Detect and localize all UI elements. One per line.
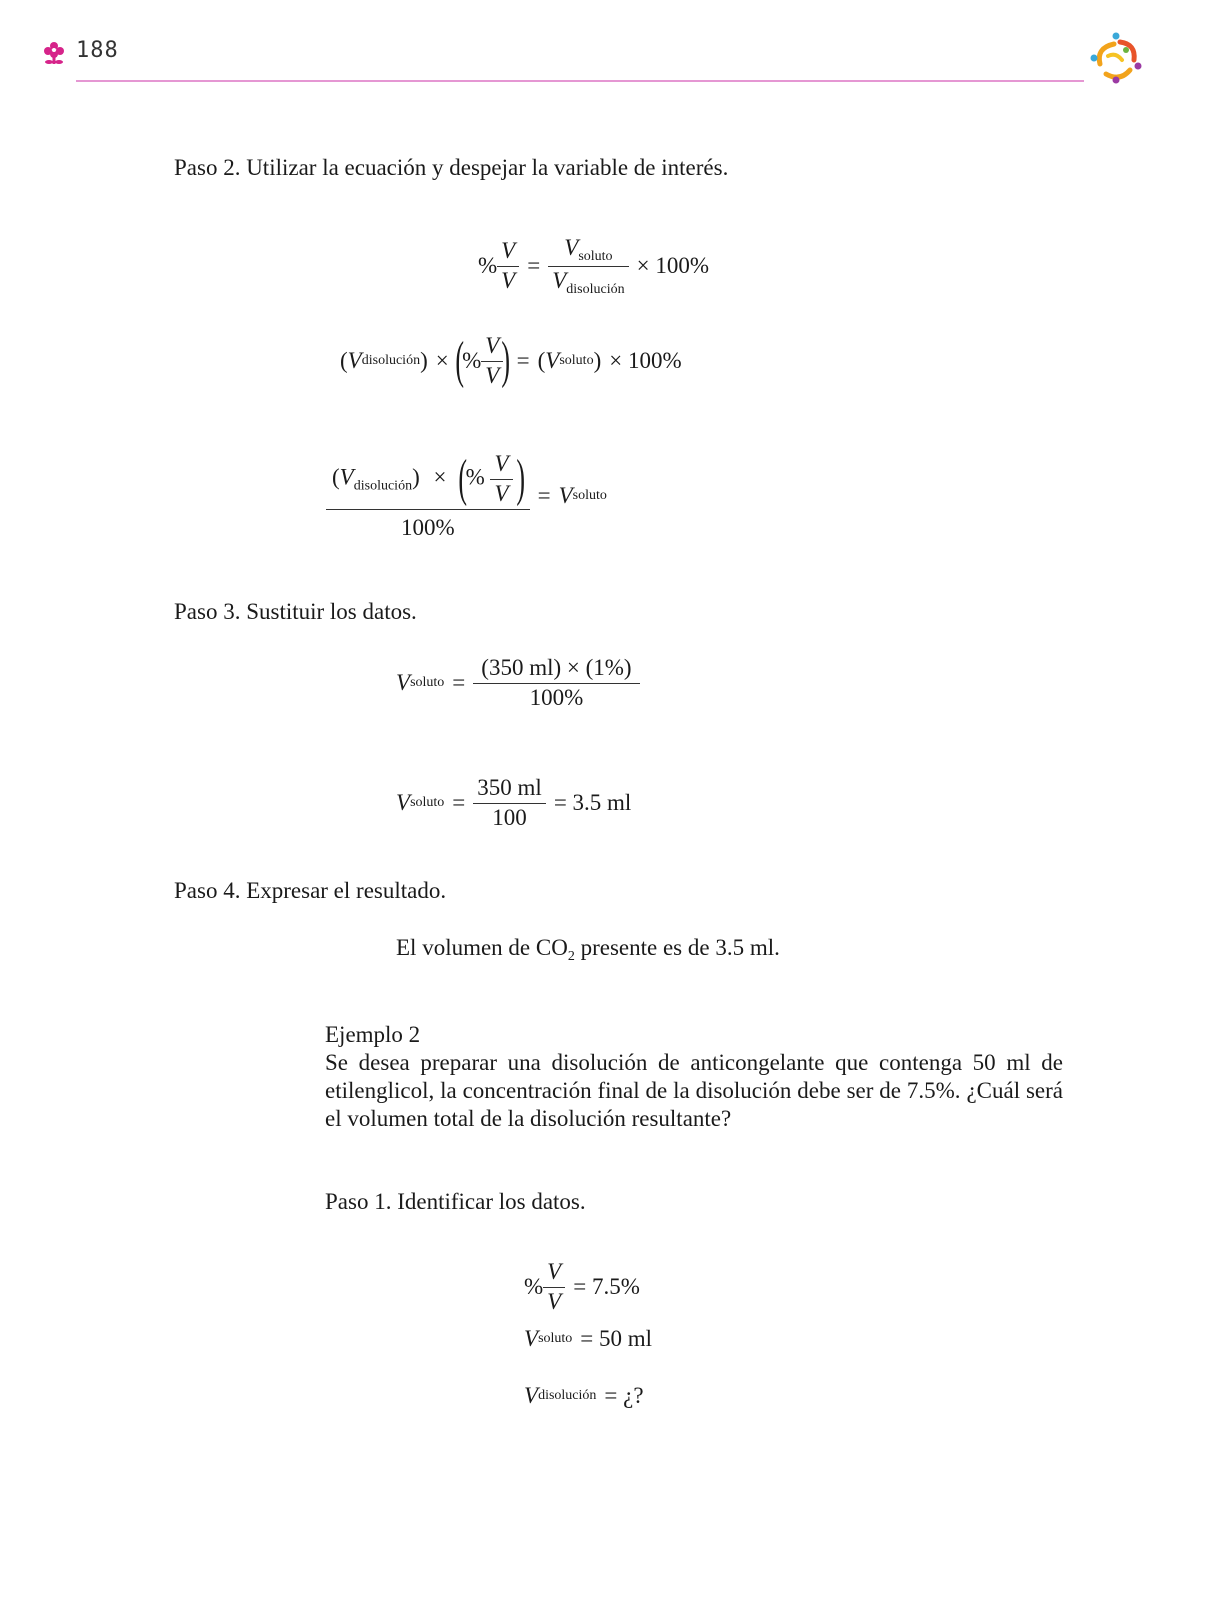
big-fraction: $(V_{disolución})$ × (% $\frac{V}{V}$ ) 100% [326,450,530,542]
calculation-1: V soluto = $\frac{(350 ml) \times (1\%)}{100\%}$ [396,654,640,713]
step-1-heading: Paso 1. Identificar los datos. [325,1189,586,1214]
equation-rearranged: ( V disolución ) × ( % $\frac{V}{V}$ ) = ( V soluto ) × 100% [340,332,682,390]
step-3-heading: Paso 3. Sustituir los datos. [174,599,417,624]
v-over-v-fraction: $\frac{V}{V}$ [497,237,519,296]
percent-symbol: % [478,253,498,278]
example-2-body: Se desea preparar una disolución de anticongelante que contenga 50 ml de etilenglicol, la concentración final de la disolución debe ser de 7.5%. ¿Cuál será el volumen total de la disolución resultante? [325,1050,1063,1131]
data-percent: % $\frac{V}{V}$ = 7.5% [524,1259,640,1314]
result-sentence: El volumen de $CO_2$ presente es de 3.5 ml. [396,935,780,964]
example-2-title: Ejemplo 2 [325,1022,421,1047]
flower-icon [42,40,66,70]
page-number: 188 [76,38,119,63]
sun-logo-icon [1086,30,1146,86]
data-disolucion: V disolución = ¿? [524,1383,644,1408]
step-4-heading: Paso 4. Expresar el resultado. [174,878,447,903]
header-rule [76,80,1084,82]
equation-solved-for-soluto: $(V_{disolución})$ × (% $\frac{V}{V}$ ) 100% = V soluto [326,450,607,542]
calculation-1-fraction: $\frac{(350 ml) \times (1\%)}{100\%}$ [473,654,639,713]
data-soluto: V soluto = 50 ml [524,1326,653,1351]
calculation-2-fraction: $\frac{350 ml}{100}$ [473,774,546,833]
equation-percent-definition: % $\frac{V}{V}$ = $\frac{V_{soluto}}{V_{disolución}}$ × 100% [478,235,710,297]
step-2-heading: Paso 2. Utilizar la ecuación y despejar la variable de interés. [174,155,729,180]
calculation-2: V soluto = $\frac{350 ml}{100}$ = 3.5 ml [396,774,631,833]
soluto-over-disolucion-fraction: $\frac{V_{soluto}}{V_{disolución}}$ [548,234,628,298]
calculation-2-result: = 3.5 ml [553,790,632,816]
